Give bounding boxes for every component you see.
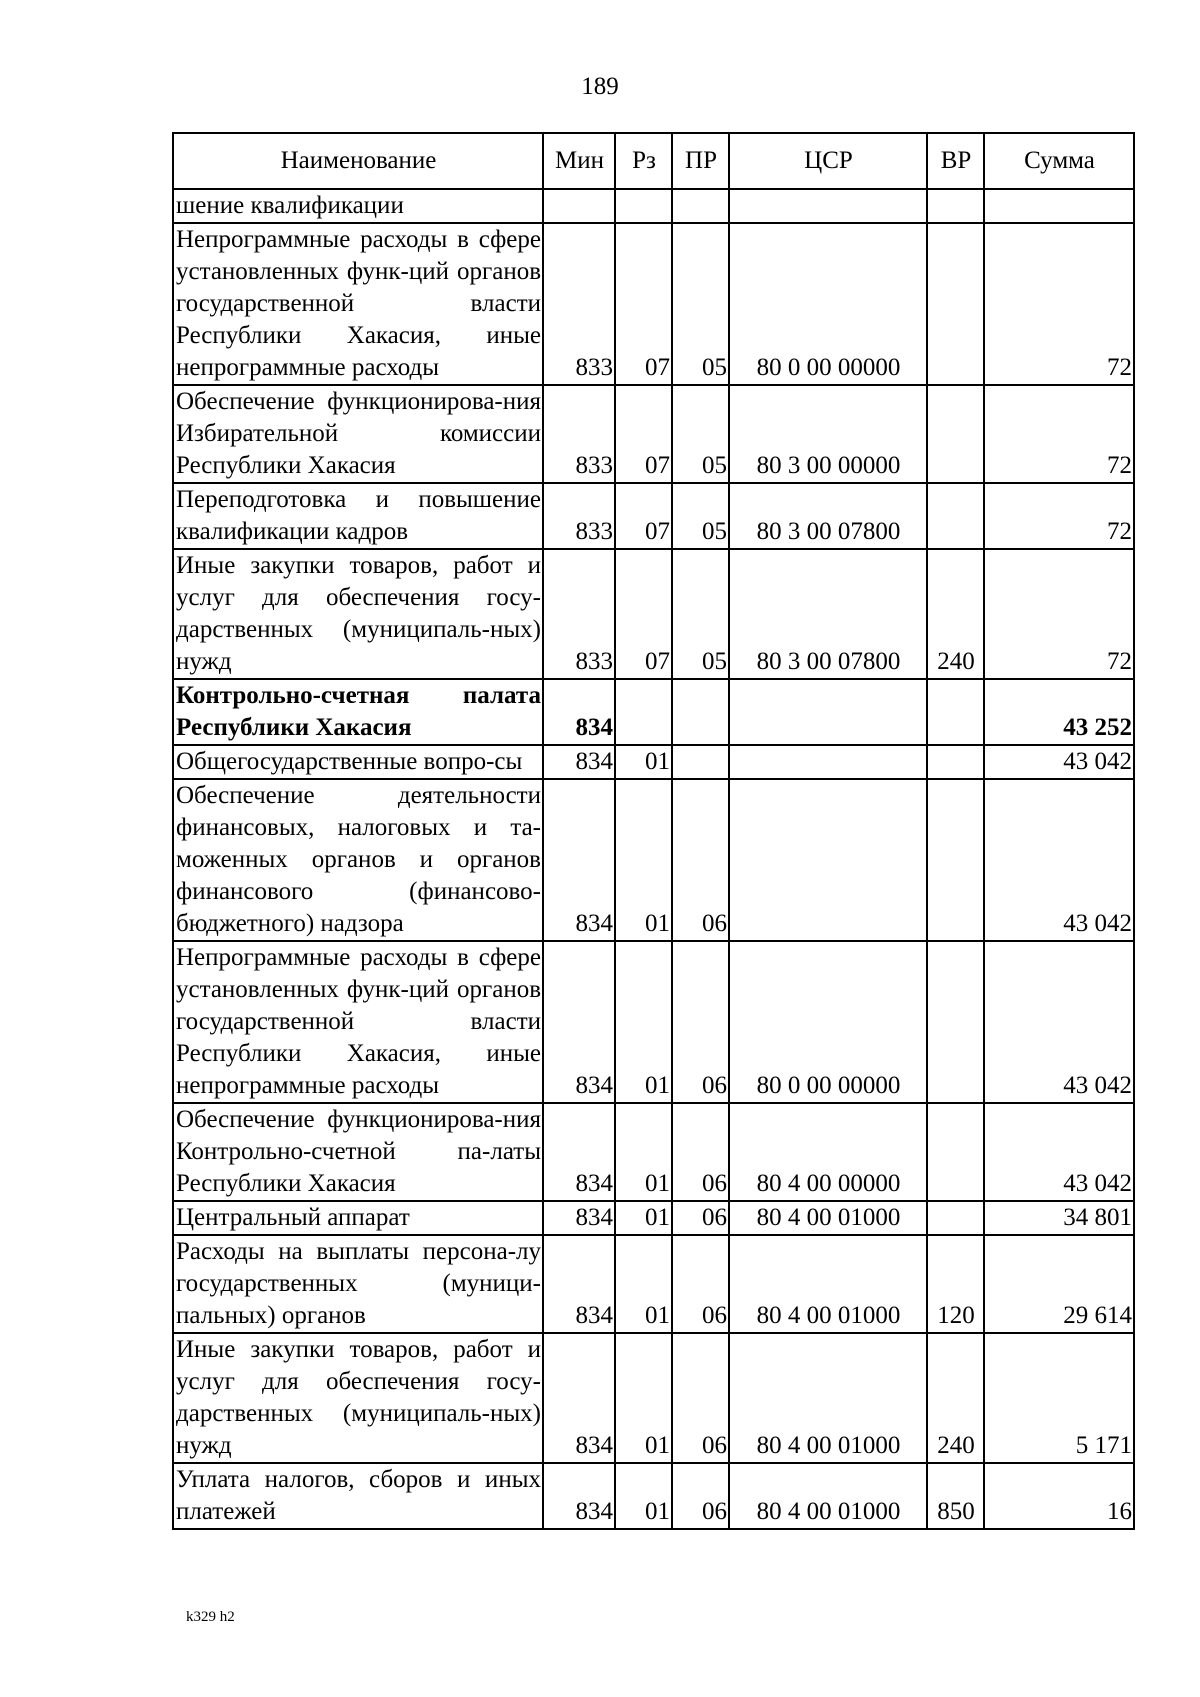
cell-csr: 80 4 00 01000: [729, 1463, 927, 1529]
cell-rz: 01: [615, 1235, 672, 1333]
table-row: [173, 385, 1134, 483]
budget-table: [172, 132, 1135, 1530]
cell-min: 834: [543, 941, 615, 1103]
cell-rz: 07: [615, 385, 672, 483]
cell-pr: 06: [672, 779, 729, 941]
cell-vr: [927, 779, 984, 941]
cell-min: [543, 189, 615, 223]
cell-csr: [729, 745, 927, 779]
cell-sum: 16: [984, 1463, 1134, 1529]
cell-sum: 34 801: [984, 1201, 1134, 1235]
cell-sum: 43 252: [984, 679, 1134, 745]
cell-vr: [927, 483, 984, 549]
cell-min: 834: [543, 1463, 615, 1529]
cell-csr: 80 4 00 01000: [729, 1333, 927, 1463]
cell-vr: [927, 679, 984, 745]
cell-vr: [927, 1103, 984, 1201]
table-header-row: [173, 133, 1134, 189]
cell-rz: 01: [615, 1201, 672, 1235]
cell-csr: 80 4 00 01000: [729, 1201, 927, 1235]
cell-min: 833: [543, 483, 615, 549]
cell-name: Расходы на выплаты персона-лу государственных (муници-пальных) органов: [173, 1235, 543, 1333]
cell-sum: 43 042: [984, 745, 1134, 779]
cell-name: Обеспечение деятельности финансовых, налоговых и та-моженных органов и органов финансового (финансово-бюджетного) надзора: [173, 779, 543, 941]
cell-pr: 05: [672, 223, 729, 385]
cell-sum: 72: [984, 223, 1134, 385]
cell-name: шение квалификации: [173, 189, 543, 223]
cell-csr: [729, 679, 927, 745]
cell-name: Иные закупки товаров, работ и услуг для обеспечения госу-дарственных (муниципаль-ных) нужд: [173, 549, 543, 679]
cell-csr: 80 4 00 01000: [729, 1235, 927, 1333]
cell-pr: [672, 745, 729, 779]
cell-vr: [927, 189, 984, 223]
cell-min: 834: [543, 1103, 615, 1201]
table-row: [173, 1463, 1134, 1529]
cell-sum: 72: [984, 385, 1134, 483]
cell-rz: 07: [615, 549, 672, 679]
table-row: [173, 779, 1134, 941]
cell-sum: [984, 189, 1134, 223]
cell-csr: [729, 779, 927, 941]
cell-name: Обеспечение функционирова-ния Избирательной комиссии Республики Хакасия: [173, 385, 543, 483]
table-row: [173, 941, 1134, 1103]
cell-pr: [672, 189, 729, 223]
cell-pr: 06: [672, 1201, 729, 1235]
header-vr: ВР: [927, 133, 984, 189]
cell-vr: [927, 385, 984, 483]
cell-vr: 120: [927, 1235, 984, 1333]
cell-pr: 06: [672, 941, 729, 1103]
table-row: [173, 745, 1134, 779]
table-row: [173, 1235, 1134, 1333]
cell-vr: [927, 941, 984, 1103]
cell-min: 834: [543, 1201, 615, 1235]
cell-csr: 80 0 00 00000: [729, 223, 927, 385]
cell-vr: 240: [927, 549, 984, 679]
table-row: [173, 189, 1134, 223]
cell-rz: 01: [615, 1103, 672, 1201]
cell-name: Непрограммные расходы в сфере установленных функ-ций органов государственной власти Республики Хакасия, иные непрограммные расходы: [173, 941, 543, 1103]
cell-min: 833: [543, 549, 615, 679]
page-number: 189: [581, 73, 619, 100]
cell-rz: 01: [615, 779, 672, 941]
cell-rz: 01: [615, 941, 672, 1103]
cell-name: Контрольно-счетная палата Республики Хакасия: [173, 679, 543, 745]
cell-name: Общегосударственные вопро-сы: [173, 745, 543, 779]
cell-name: Иные закупки товаров, работ и услуг для обеспечения госу-дарственных (муниципаль-ных) нужд: [173, 1333, 543, 1463]
cell-pr: 06: [672, 1463, 729, 1529]
cell-sum: 72: [984, 549, 1134, 679]
cell-sum: 43 042: [984, 1103, 1134, 1201]
header-sum: Сумма: [984, 133, 1134, 189]
cell-rz: 07: [615, 483, 672, 549]
header-name: Наименование: [173, 133, 543, 189]
cell-csr: 80 3 00 07800: [729, 483, 927, 549]
cell-min: 834: [543, 1235, 615, 1333]
cell-csr: 80 3 00 07800: [729, 549, 927, 679]
cell-name: Переподготовка и повышение квалификации кадров: [173, 483, 543, 549]
table-row: [173, 1103, 1134, 1201]
cell-rz: 01: [615, 1333, 672, 1463]
table-row: [173, 1201, 1134, 1235]
cell-min: 834: [543, 745, 615, 779]
header-min: Мин: [543, 133, 615, 189]
cell-csr: 80 3 00 00000: [729, 385, 927, 483]
cell-rz: 07: [615, 223, 672, 385]
footer-code: k329 h2: [186, 1609, 235, 1625]
cell-vr: [927, 1201, 984, 1235]
cell-min: 834: [543, 779, 615, 941]
cell-rz: [615, 679, 672, 745]
cell-name: Центральный аппарат: [173, 1201, 543, 1235]
cell-pr: 06: [672, 1333, 729, 1463]
cell-sum: 29 614: [984, 1235, 1134, 1333]
header-csr: ЦСР: [729, 133, 927, 189]
cell-name: Уплата налогов, сборов и иных платежей: [173, 1463, 543, 1529]
cell-csr: [729, 189, 927, 223]
cell-min: 833: [543, 223, 615, 385]
cell-rz: [615, 189, 672, 223]
cell-rz: 01: [615, 745, 672, 779]
table-row: [173, 223, 1134, 385]
cell-csr: 80 4 00 00000: [729, 1103, 927, 1201]
table-row: [173, 1333, 1134, 1463]
cell-sum: 5 171: [984, 1333, 1134, 1463]
table-row: [173, 679, 1134, 745]
cell-sum: 72: [984, 483, 1134, 549]
cell-vr: [927, 223, 984, 385]
header-rz: Рз: [615, 133, 672, 189]
cell-vr: [927, 745, 984, 779]
cell-min: 833: [543, 385, 615, 483]
cell-vr: 850: [927, 1463, 984, 1529]
table-body: [173, 189, 1134, 1529]
cell-pr: [672, 679, 729, 745]
cell-pr: 06: [672, 1235, 729, 1333]
cell-sum: 43 042: [984, 779, 1134, 941]
cell-min: 834: [543, 1333, 615, 1463]
cell-name: Обеспечение функционирова-ния Контрольно-счетной па-латы Республики Хакасия: [173, 1103, 543, 1201]
cell-pr: 05: [672, 483, 729, 549]
cell-pr: 05: [672, 385, 729, 483]
cell-pr: 06: [672, 1103, 729, 1201]
cell-pr: 05: [672, 549, 729, 679]
cell-csr: 80 0 00 00000: [729, 941, 927, 1103]
cell-vr: 240: [927, 1333, 984, 1463]
header-pr: ПР: [672, 133, 729, 189]
cell-min: 834: [543, 679, 615, 745]
table-row: [173, 483, 1134, 549]
cell-name: Непрограммные расходы в сфере установленных функ-ций органов государственной власти Республики Хакасия, иные непрограммные расходы: [173, 223, 543, 385]
cell-sum: 43 042: [984, 941, 1134, 1103]
table-row: [173, 549, 1134, 679]
cell-rz: 01: [615, 1463, 672, 1529]
